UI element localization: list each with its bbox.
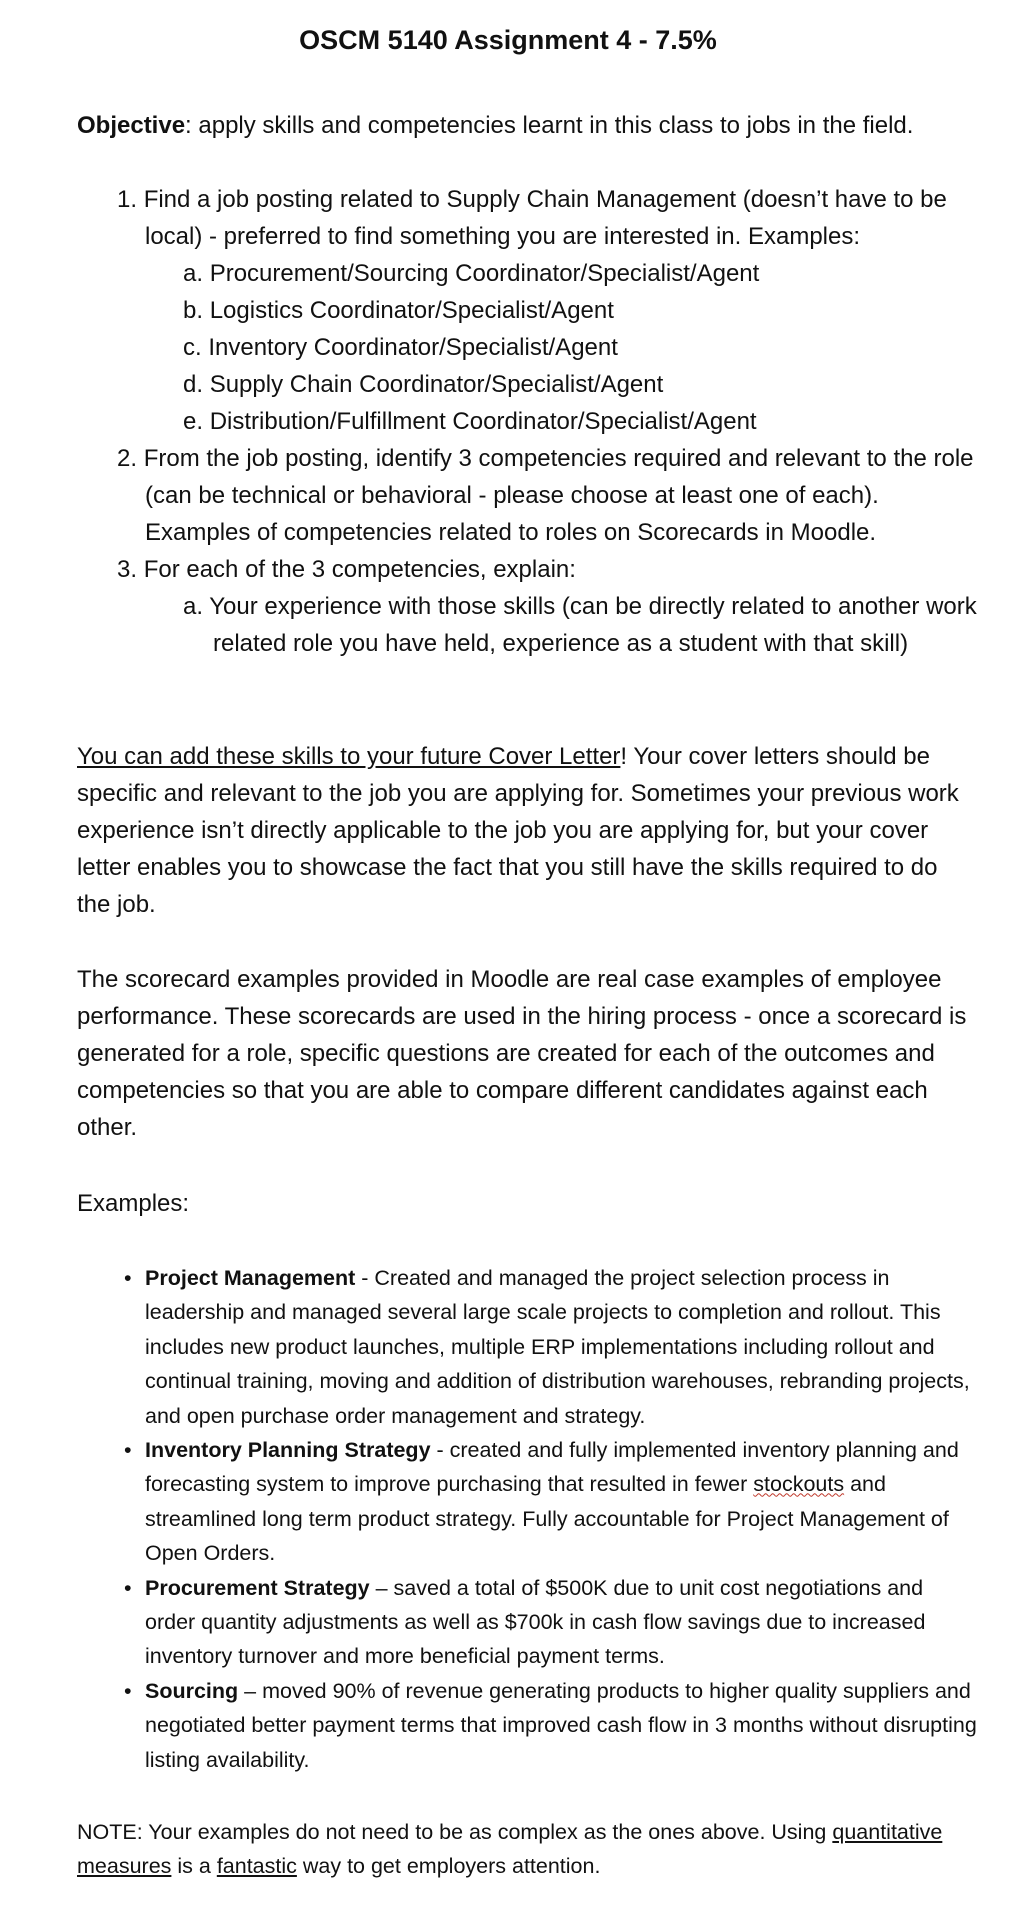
list-text: From the job posting, identify 3 competencies required and relevant to the role (can be technical or behavioral - please choose at least one of each). Examples of competencies related to roles on Scorecards in Moodle. xyxy=(143,445,974,546)
sub-list-item xyxy=(77,403,977,440)
sub-list-text: Procurement/Sourcing Coordinator/Specialist/Agent xyxy=(209,260,760,287)
note-text: NOTE: Your examples do not need to be as complex as the ones above. Using xyxy=(77,1820,833,1844)
cover-letter-underlined-text: You can add these skills to your future Cover Letter xyxy=(77,743,621,770)
objective-text: : apply skills and competencies learnt in this class to jobs in the field. xyxy=(185,112,914,139)
example-text-continued: and streamlined long term product strategy. Fully accountable for Project Management of Open Orders. xyxy=(145,1472,949,1566)
sub-list-text: Your experience with those skills (can be directly related to another work related role you have held, experience as a student with that skill) xyxy=(209,593,977,657)
example-title: Procurement Strategy xyxy=(145,1575,370,1600)
list-number: 3. xyxy=(117,556,138,583)
example-title: Sourcing xyxy=(145,1678,239,1703)
example-bullet xyxy=(77,1571,977,1674)
sub-list-letter: d. xyxy=(183,371,204,398)
list-number: 2. xyxy=(117,445,138,472)
page-title: OSCM 5140 Assignment 4 - 7.5% xyxy=(299,25,717,55)
sub-list-text: Logistics Coordinator/Specialist/Agent xyxy=(209,297,614,324)
bullet-icon: • xyxy=(124,1678,132,1703)
sub-list-text: Supply Chain Coordinator/Specialist/Agent xyxy=(209,371,664,398)
list-item xyxy=(77,181,977,255)
sub-list-item xyxy=(77,366,977,403)
fantastic-text: fantastic xyxy=(216,1854,297,1879)
example-bullet xyxy=(77,1674,977,1777)
list-item xyxy=(77,551,977,588)
list-text: Find a job posting related to Supply Chain Management (doesn’t have to be local) - preferred to find something you are interested in. Examples: xyxy=(143,186,947,250)
sub-list-text: Inventory Coordinator/Specialist/Agent xyxy=(208,334,618,361)
instructions-list xyxy=(77,181,977,662)
example-text: – moved 90% of revenue generating products to higher quality suppliers and negotiated better payment terms that improved cash flow in 3 months without disrupting listing availability. xyxy=(145,1678,977,1772)
sub-list-letter: a. xyxy=(183,260,204,287)
quantitative-measures-text: quantitative measures xyxy=(77,1820,943,1879)
list-number: 1. xyxy=(117,186,138,213)
objective-label: Objective xyxy=(77,112,186,139)
note-text: way to get employers attention. xyxy=(296,1854,601,1879)
list-text: For each of the 3 competencies, explain: xyxy=(143,556,576,583)
example-bullet xyxy=(77,1433,977,1571)
cover-letter-text: ! Your cover letters should be specific and relevant to the job you are applying for. Sometimes your previous work experience isn’t directly applicable to the job you are applying for, but your cover letter enables you to showcase the fact that you still have the skills required to do the job. xyxy=(77,743,959,918)
example-text: - created and fully implemented inventory planning and forecasting system to improve purchasing that resulted in fewer xyxy=(145,1438,959,1497)
list-item xyxy=(77,440,977,551)
sub-list-item xyxy=(77,588,977,662)
example-text: – saved a total of $500K due to unit cost negotiations and order quantity adjustments as well as $700k in cash flow savings due to increased inventory turnover and more beneficial payment terms. xyxy=(145,1575,926,1669)
example-title: Project Management xyxy=(145,1266,356,1290)
bullet-icon: • xyxy=(124,1438,132,1463)
sub-list-letter: a. xyxy=(183,593,204,620)
sub-list-item xyxy=(77,329,977,366)
bullet-icon: • xyxy=(124,1575,132,1600)
cover-letter-paragraph xyxy=(77,738,972,923)
objective-line xyxy=(77,107,977,144)
examples-list xyxy=(77,1261,977,1777)
misspelled-word: stockouts xyxy=(753,1472,845,1497)
examples-heading: Examples: xyxy=(77,1190,190,1217)
sub-list-letter: e. xyxy=(183,408,204,435)
sub-list-item xyxy=(77,292,977,329)
note-text: is a xyxy=(171,1854,217,1879)
example-title: Inventory Planning Strategy xyxy=(145,1438,431,1463)
sub-list-letter: b. xyxy=(183,297,204,324)
scorecard-paragraph: The scorecard examples provided in Moodle are real case examples of employee performance. These scorecards are used in the hiring process - once a scorecard is generated for a role, specific questions are created for each of the outcomes and competencies so that you are able to compare different candidates against each other. xyxy=(77,966,967,1141)
example-text: - Created and managed the project selection process in leadership and managed several large scale projects to completion and rollout. This includes new product launches, multiple ERP implementations including rollout and continual training, moving and addition of distribution warehouses, rebranding projects, and open purchase order management and strategy. xyxy=(145,1266,970,1428)
sub-list-text: Distribution/Fulfillment Coordinator/Specialist/Agent xyxy=(209,408,757,435)
sub-list-letter: c. xyxy=(183,334,202,361)
bullet-icon: • xyxy=(124,1266,132,1290)
note-paragraph xyxy=(77,1815,977,1884)
example-bullet xyxy=(77,1261,977,1433)
sub-list-item xyxy=(77,255,977,292)
